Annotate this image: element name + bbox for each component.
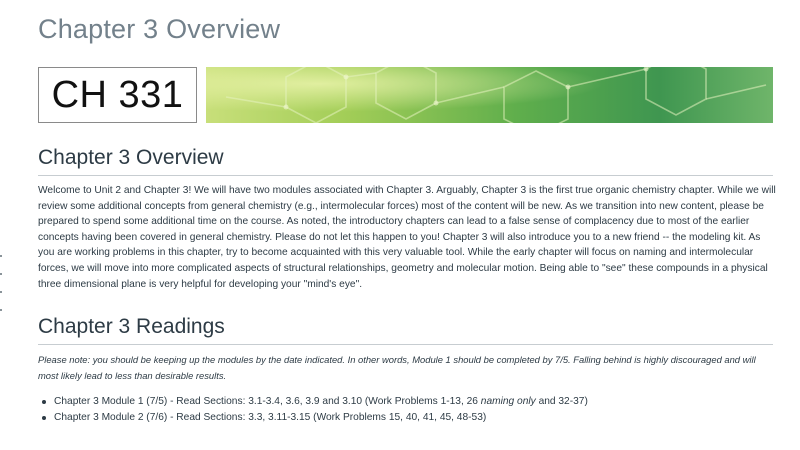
readings-divider (38, 344, 773, 345)
molecule-banner-image (206, 67, 773, 123)
readings-list (38, 394, 778, 425)
reading-text: Chapter 3 Module 2 (7/6) - Read Sections: 3.3, 3.11-3.15 (Work Problems 15, 40, 41, 45, 48-53) (54, 411, 487, 423)
readings-note: Please note: you should be keeping up the modules by the date indicated. In other words, Module 1 should be completed by 7/5. Falling behind is highly discouraged and will most likely lead to less than desirable results. (38, 354, 756, 381)
overview-body: Welcome to Unit 2 and Chapter 3! We will have two modules associated with Chapter 3. Arguably, Chapter 3 is the first true organic chemistry chapter. While we will review some additional concepts from general chemistry (e.g., intermolecular forces) most of the content will be new. As we transition into new content, please be prepared to spend some additional time on the course. As noted, the introductory chapters can lead to a false sense of complacency due to most of the earlier concepts having been covered in general chemistry. Please do not let this happen to you! Chapter 3 will also introduce you to a new friend -- the modeling kit. As you are working problems in this chapter, try to become acquainted with this very valuable tool. While the early chapter will focus on naming and intermolecular forces, we will move into more complicated aspects of structural relationships, geometry and molecular motion. Being able to "see" these compounds in a physical three dimensional plane is very helpful for developing your "mind's eye". (38, 185, 776, 290)
list-item (38, 394, 778, 410)
readings-heading: Chapter 3 Readings (38, 315, 225, 338)
bullet-icon (42, 416, 46, 420)
bullet-icon (42, 400, 46, 404)
edge-markers (0, 255, 4, 327)
molecule-hexagon-icon (206, 67, 773, 123)
reading-text: and 32-37) (535, 396, 588, 407)
reading-text: Chapter 3 Module 1 (7/5) - Read Sections: 3.1-3.4, 3.6, 3.9 and 3.10 (Work Problems 1-13, 26 (54, 396, 481, 407)
overview-heading: Chapter 3 Overview (38, 146, 224, 169)
reading-emphasis: naming only (480, 396, 536, 407)
course-banner (38, 67, 773, 123)
overview-divider (38, 175, 773, 176)
page-title: Chapter 3 Overview (38, 14, 281, 44)
course-code-box: CH 331 (38, 67, 197, 123)
list-item (38, 410, 778, 426)
